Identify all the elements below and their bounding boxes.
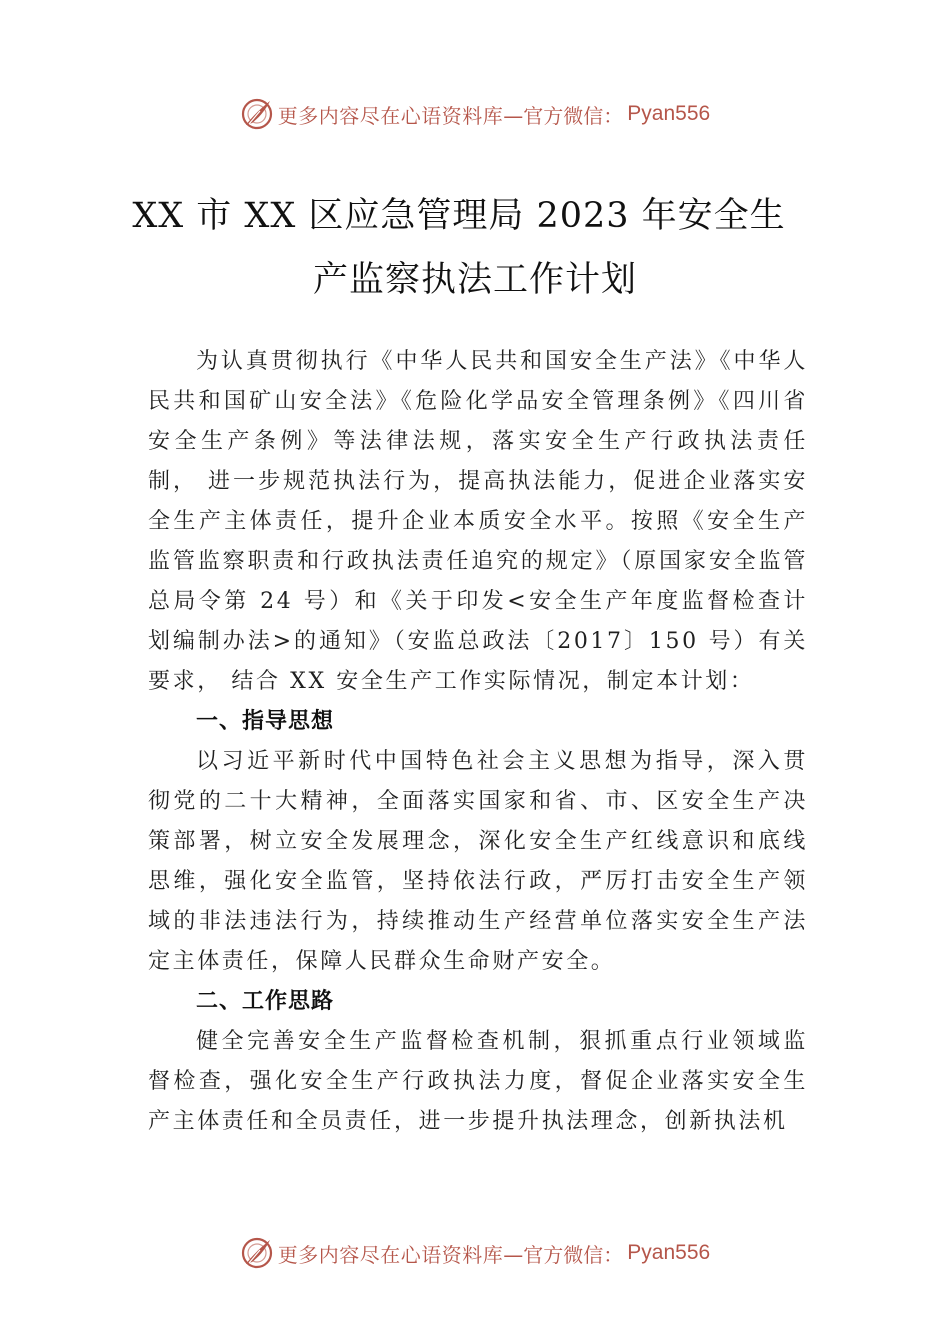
header-watermark-banner	[0, 94, 950, 134]
banner-wechat-id: Pyan556	[627, 102, 711, 125]
section-1-paragraph: 以习近平新时代中国特色社会主义思想为指导，深入贯彻党的二十大精神，全面落实国家和省、市、区安全生产决策部署，树立安全发展理念，深化安全生产红线意识和底线思维，强化安全监管，坚持依法行政，严厉打击安全生产领域的非法违法行为，持续推动生产经营单位落实安全生产法定主体责任，保障人民群众生命财产安全。	[148, 749, 808, 974]
document-body	[148, 342, 808, 1142]
section-2-paragraph: 健全完善安全生产监督检查机制，狠抓重点行业领域监督检查，强化安全生产行政执法力度，督促企业落实安全生产主体责任和全员责任，进一步提升执法理念，创新执法机	[148, 1029, 808, 1134]
document-title-line-2: 产监察执法工作计划	[312, 260, 637, 300]
section-heading-2: 二、工作思路	[196, 989, 335, 1014]
banner-wechat-id: Pyan556	[627, 1241, 711, 1264]
banner-text: 更多内容尽在心语资料库	[277, 103, 504, 128]
quill-seal-icon	[240, 1236, 274, 1270]
banner-separator: —官方微信：	[503, 103, 624, 128]
intro-paragraph: 为认真贯彻执行《中华人民共和国安全生产法》《中华人民共和国矿山安全法》《危险化学品安全管理条例》《四川省安全生产条例》等法律法规，落实安全生产行政执法责任制， 进一步规范执法行为，提高执法能力，促进企业落实安全生产主体责任，提升企业本质安全水平。按照《安全生产监管监察职责和行政执法责任追究的规定》（原国家安全监管总局令第 24 号）和《关于印发<安全生产年度监督检查计划编制办法>的通知》（安监总政法〔2017〕150 号）有关要求， 结合 XX 安全生产工作实际情况，制定本计划：	[148, 349, 808, 694]
banner-text: 更多内容尽在心语资料库	[277, 1242, 504, 1267]
footer-watermark-banner	[0, 1233, 950, 1273]
section-heading-1: 一、指导思想	[196, 709, 335, 734]
quill-seal-icon	[240, 97, 274, 131]
banner-separator: —官方微信：	[503, 1242, 624, 1267]
document-title-line-1: XX 市 XX 区应急管理局 2023 年安全生	[132, 196, 786, 236]
